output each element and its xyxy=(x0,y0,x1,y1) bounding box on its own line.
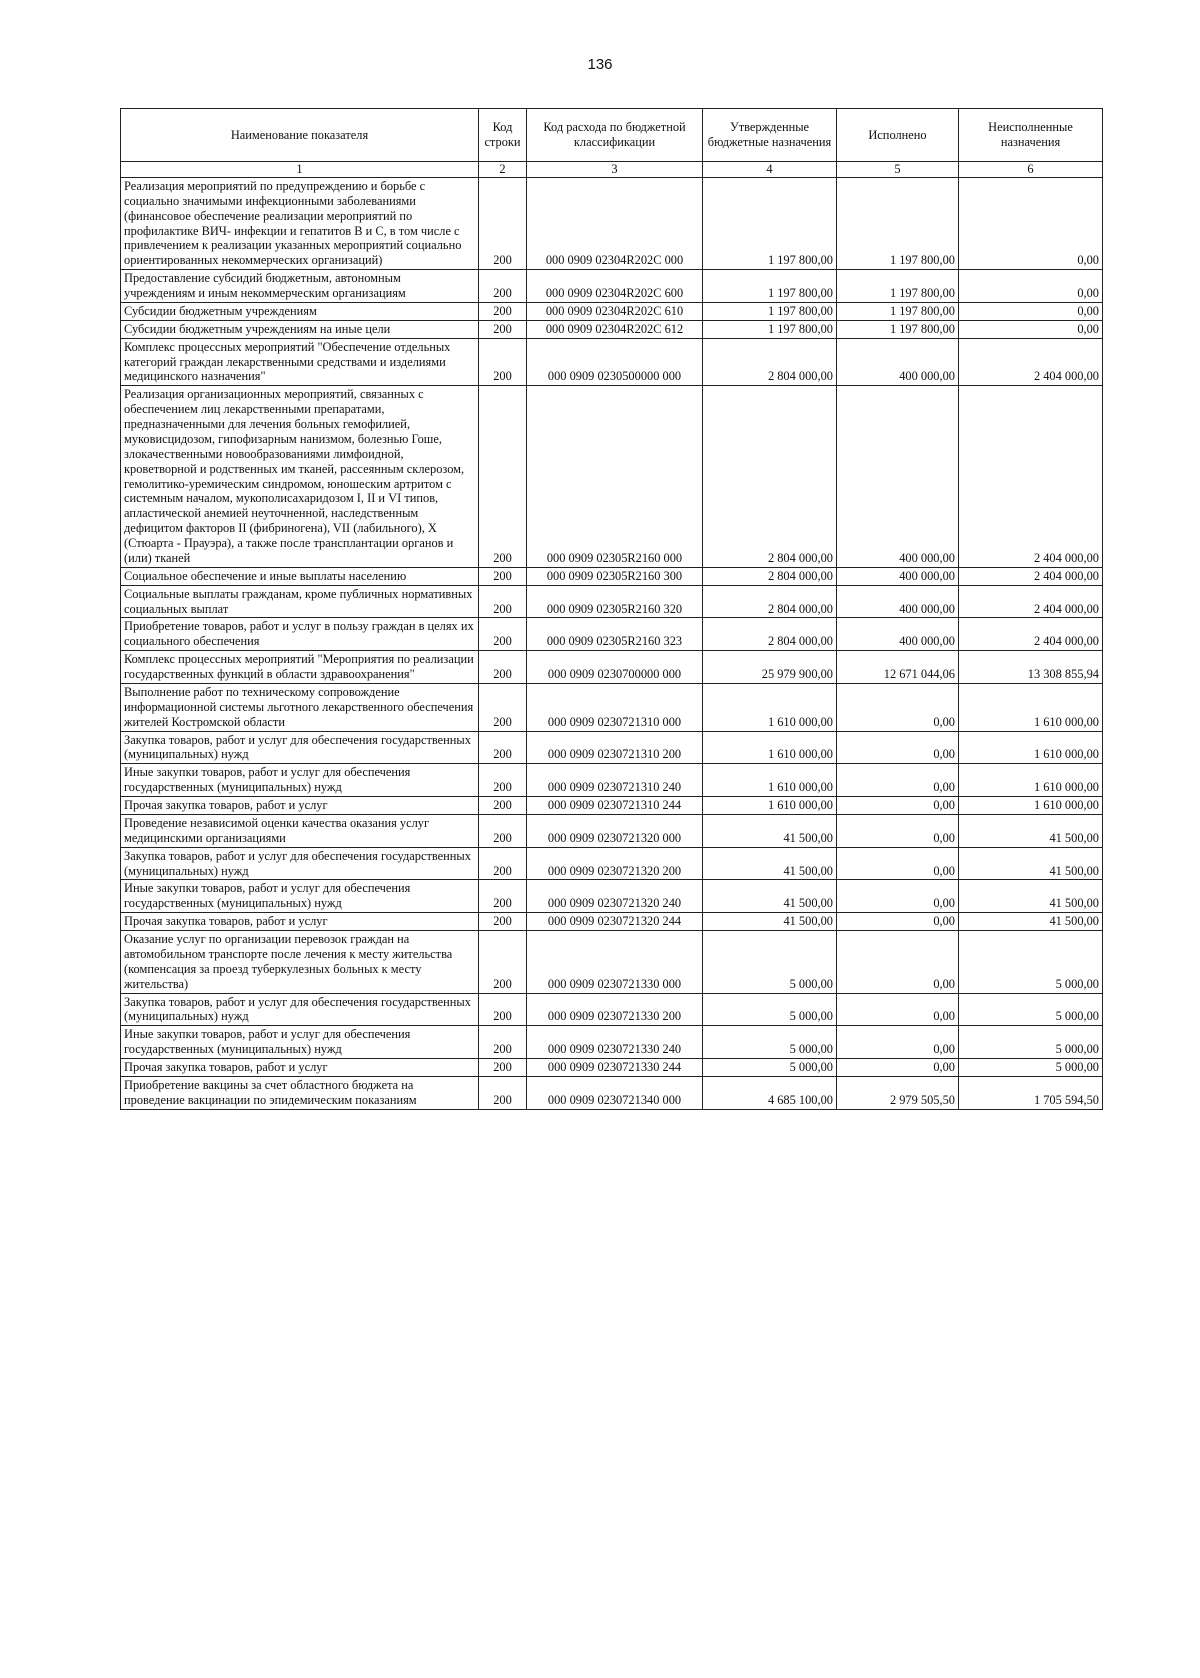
row-indicator-name: Закупка товаров, работ и услуг для обеспечения государственных (муниципальных) нужд xyxy=(121,993,479,1026)
row-executed-amount: 0,00 xyxy=(837,797,959,815)
row-line-code: 200 xyxy=(479,797,527,815)
table-row xyxy=(121,1026,1103,1059)
table-row xyxy=(121,683,1103,731)
table-row xyxy=(121,931,1103,994)
table-row xyxy=(121,270,1103,303)
header-expense-code: Код расхода по бюджетной классификации xyxy=(527,109,703,162)
table-row xyxy=(121,567,1103,585)
row-expense-code: 000 0909 0230721330 244 xyxy=(527,1059,703,1077)
row-executed-amount: 1 197 800,00 xyxy=(837,320,959,338)
table-row xyxy=(121,320,1103,338)
row-executed-amount: 0,00 xyxy=(837,931,959,994)
row-expense-code: 000 0909 0230721310 200 xyxy=(527,731,703,764)
row-indicator-name: Комплекс процессных мероприятий "Мероприятия по реализации государственных функций в области здравоохранения" xyxy=(121,651,479,684)
row-unexecuted-amount: 5 000,00 xyxy=(959,1059,1103,1077)
table-header-row xyxy=(121,109,1103,162)
row-indicator-name: Приобретение вакцины за счет областного бюджета на проведение вакцинации по эпидемическим показаниям xyxy=(121,1076,479,1109)
row-unexecuted-amount: 5 000,00 xyxy=(959,931,1103,994)
header-unexecuted: Неисполненные назначения xyxy=(959,109,1103,162)
row-expense-code: 000 0909 0230721310 000 xyxy=(527,683,703,731)
row-approved-amount: 2 804 000,00 xyxy=(703,585,837,618)
table-row xyxy=(121,338,1103,386)
row-indicator-name: Иные закупки товаров, работ и услуг для обеспечения государственных (муниципальных) нужд xyxy=(121,880,479,913)
row-executed-amount: 1 197 800,00 xyxy=(837,177,959,269)
row-line-code: 200 xyxy=(479,651,527,684)
row-approved-amount: 2 804 000,00 xyxy=(703,386,837,568)
row-approved-amount: 41 500,00 xyxy=(703,814,837,847)
column-number: 1 xyxy=(121,162,479,178)
row-unexecuted-amount: 41 500,00 xyxy=(959,913,1103,931)
table-row xyxy=(121,913,1103,931)
row-unexecuted-amount: 1 705 594,50 xyxy=(959,1076,1103,1109)
row-executed-amount: 400 000,00 xyxy=(837,338,959,386)
row-expense-code: 000 0909 0230721330 000 xyxy=(527,931,703,994)
row-unexecuted-amount: 2 404 000,00 xyxy=(959,567,1103,585)
row-executed-amount: 1 197 800,00 xyxy=(837,270,959,303)
row-approved-amount: 1 610 000,00 xyxy=(703,683,837,731)
column-number: 5 xyxy=(837,162,959,178)
row-expense-code: 000 0909 02304R202C 610 xyxy=(527,302,703,320)
row-line-code: 200 xyxy=(479,567,527,585)
row-executed-amount: 0,00 xyxy=(837,764,959,797)
table-row xyxy=(121,1059,1103,1077)
column-number: 2 xyxy=(479,162,527,178)
row-indicator-name: Прочая закупка товаров, работ и услуг xyxy=(121,1059,479,1077)
row-indicator-name: Реализация организационных мероприятий, связанных с обеспечением лиц лекарственными препаратами, предназначенными для лечения больных гемофилией, муковисцидозом, гипофизарным нанизмом, болезнью Гоше, злокачественными новообразованиями лимфоидной, кроветворной и родственных им тканей, рассеянным склерозом, гемолитико-уремическим синдромом, юношеским артритом с системным началом, мукополисахаридозом I, II и VI типов, апластической анемией неуточненной, наследственным дефицитом факторов II (фибриногена), VII (лабильного), X (Стюарта - Прауэра), а также после трансплантации органов и (или) тканей xyxy=(121,386,479,568)
row-line-code: 200 xyxy=(479,270,527,303)
row-executed-amount: 0,00 xyxy=(837,814,959,847)
row-indicator-name: Прочая закупка товаров, работ и услуг xyxy=(121,797,479,815)
row-indicator-name: Реализация мероприятий по предупреждению и борьбе с социально значимыми инфекционными заболеваниями (финансовое обеспечение реализации мероприятий по профилактике ВИЧ- инфекции и гепатитов B и C, в том числе с привлечением к реализации указанных мероприятий социально ориентированных некоммерческих организаций) xyxy=(121,177,479,269)
column-number: 3 xyxy=(527,162,703,178)
row-executed-amount: 0,00 xyxy=(837,847,959,880)
row-indicator-name: Приобретение товаров, работ и услуг в пользу граждан в целях их социального обеспечения xyxy=(121,618,479,651)
column-number: 6 xyxy=(959,162,1103,178)
row-expense-code: 000 0909 0230721320 200 xyxy=(527,847,703,880)
table-row xyxy=(121,797,1103,815)
row-approved-amount: 1 610 000,00 xyxy=(703,797,837,815)
row-expense-code: 000 0909 0230500000 000 xyxy=(527,338,703,386)
row-indicator-name: Оказание услуг по организации перевозок граждан на автомобильном транспорте после лечения к месту жительства (компенсация за проезд туберкулезных больных к месту жительства) xyxy=(121,931,479,994)
table-row xyxy=(121,993,1103,1026)
row-expense-code: 000 0909 0230721310 240 xyxy=(527,764,703,797)
row-expense-code: 000 0909 0230721310 244 xyxy=(527,797,703,815)
table-row xyxy=(121,880,1103,913)
row-approved-amount: 41 500,00 xyxy=(703,880,837,913)
row-expense-code: 000 0909 0230700000 000 xyxy=(527,651,703,684)
row-line-code: 200 xyxy=(479,1059,527,1077)
row-approved-amount: 41 500,00 xyxy=(703,913,837,931)
row-executed-amount: 400 000,00 xyxy=(837,386,959,568)
table-row xyxy=(121,386,1103,568)
row-unexecuted-amount: 0,00 xyxy=(959,177,1103,269)
header-indicator-name: Наименование показателя xyxy=(121,109,479,162)
row-executed-amount: 0,00 xyxy=(837,880,959,913)
row-executed-amount: 400 000,00 xyxy=(837,585,959,618)
row-expense-code: 000 0909 02305R2160 320 xyxy=(527,585,703,618)
row-indicator-name: Прочая закупка товаров, работ и услуг xyxy=(121,913,479,931)
row-expense-code: 000 0909 0230721320 240 xyxy=(527,880,703,913)
row-unexecuted-amount: 5 000,00 xyxy=(959,993,1103,1026)
row-executed-amount: 400 000,00 xyxy=(837,618,959,651)
header-line-code: Код строки xyxy=(479,109,527,162)
row-line-code: 200 xyxy=(479,320,527,338)
row-line-code: 200 xyxy=(479,585,527,618)
row-expense-code: 000 0909 0230721330 200 xyxy=(527,993,703,1026)
row-unexecuted-amount: 2 404 000,00 xyxy=(959,338,1103,386)
row-approved-amount: 2 804 000,00 xyxy=(703,618,837,651)
row-unexecuted-amount: 2 404 000,00 xyxy=(959,386,1103,568)
row-expense-code: 000 0909 02304R202C 000 xyxy=(527,177,703,269)
row-approved-amount: 5 000,00 xyxy=(703,1026,837,1059)
row-unexecuted-amount: 1 610 000,00 xyxy=(959,797,1103,815)
row-expense-code: 000 0909 02305R2160 300 xyxy=(527,567,703,585)
row-approved-amount: 2 804 000,00 xyxy=(703,338,837,386)
column-number: 4 xyxy=(703,162,837,178)
row-line-code: 200 xyxy=(479,814,527,847)
row-executed-amount: 0,00 xyxy=(837,913,959,931)
row-line-code: 200 xyxy=(479,880,527,913)
row-approved-amount: 1 197 800,00 xyxy=(703,302,837,320)
row-line-code: 200 xyxy=(479,338,527,386)
row-indicator-name: Иные закупки товаров, работ и услуг для обеспечения государственных (муниципальных) нужд xyxy=(121,764,479,797)
table-row xyxy=(121,651,1103,684)
row-line-code: 200 xyxy=(479,683,527,731)
row-approved-amount: 41 500,00 xyxy=(703,847,837,880)
row-line-code: 200 xyxy=(479,931,527,994)
row-executed-amount: 0,00 xyxy=(837,993,959,1026)
row-indicator-name: Социальное обеспечение и иные выплаты населению xyxy=(121,567,479,585)
row-executed-amount: 0,00 xyxy=(837,1026,959,1059)
table-row xyxy=(121,302,1103,320)
row-executed-amount: 2 979 505,50 xyxy=(837,1076,959,1109)
row-unexecuted-amount: 1 610 000,00 xyxy=(959,683,1103,731)
row-approved-amount: 1 197 800,00 xyxy=(703,270,837,303)
row-approved-amount: 1 197 800,00 xyxy=(703,320,837,338)
row-approved-amount: 1 610 000,00 xyxy=(703,764,837,797)
row-executed-amount: 400 000,00 xyxy=(837,567,959,585)
column-number-row xyxy=(121,162,1103,178)
header-approved: Утвержденные бюджетные назначения xyxy=(703,109,837,162)
row-indicator-name: Закупка товаров, работ и услуг для обеспечения государственных (муниципальных) нужд xyxy=(121,847,479,880)
row-approved-amount: 5 000,00 xyxy=(703,1059,837,1077)
table-row xyxy=(121,177,1103,269)
row-expense-code: 000 0909 02305R2160 000 xyxy=(527,386,703,568)
row-line-code: 200 xyxy=(479,386,527,568)
row-executed-amount: 0,00 xyxy=(837,1059,959,1077)
row-executed-amount: 0,00 xyxy=(837,683,959,731)
row-unexecuted-amount: 0,00 xyxy=(959,270,1103,303)
row-unexecuted-amount: 2 404 000,00 xyxy=(959,618,1103,651)
row-approved-amount: 25 979 900,00 xyxy=(703,651,837,684)
row-indicator-name: Закупка товаров, работ и услуг для обеспечения государственных (муниципальных) нужд xyxy=(121,731,479,764)
row-expense-code: 000 0909 0230721340 000 xyxy=(527,1076,703,1109)
row-unexecuted-amount: 1 610 000,00 xyxy=(959,731,1103,764)
row-unexecuted-amount: 41 500,00 xyxy=(959,814,1103,847)
row-indicator-name: Предоставление субсидий бюджетным, автономным учреждениям и иным некоммерческим организациям xyxy=(121,270,479,303)
row-line-code: 200 xyxy=(479,913,527,931)
row-expense-code: 000 0909 0230721330 240 xyxy=(527,1026,703,1059)
page-number: 136 xyxy=(587,56,613,73)
row-approved-amount: 4 685 100,00 xyxy=(703,1076,837,1109)
row-unexecuted-amount: 0,00 xyxy=(959,302,1103,320)
table-row xyxy=(121,764,1103,797)
row-indicator-name: Субсидии бюджетным учреждениям xyxy=(121,302,479,320)
row-line-code: 200 xyxy=(479,618,527,651)
row-unexecuted-amount: 0,00 xyxy=(959,320,1103,338)
row-expense-code: 000 0909 02304R202C 600 xyxy=(527,270,703,303)
table-row xyxy=(121,618,1103,651)
row-indicator-name: Комплекс процессных мероприятий "Обеспечение отдельных категорий граждан лекарственными средствами и изделиями медицинского назначения" xyxy=(121,338,479,386)
row-line-code: 200 xyxy=(479,1026,527,1059)
row-indicator-name: Социальные выплаты гражданам, кроме публичных нормативных социальных выплат xyxy=(121,585,479,618)
row-expense-code: 000 0909 0230721320 244 xyxy=(527,913,703,931)
table-row xyxy=(121,1076,1103,1109)
table-row xyxy=(121,731,1103,764)
row-approved-amount: 5 000,00 xyxy=(703,993,837,1026)
row-indicator-name: Выполнение работ по техническому сопровождение информационной системы льготного лекарственного обеспечения жителей Костромской области xyxy=(121,683,479,731)
header-executed: Исполнено xyxy=(837,109,959,162)
table-row xyxy=(121,847,1103,880)
row-approved-amount: 1 197 800,00 xyxy=(703,177,837,269)
row-executed-amount: 1 197 800,00 xyxy=(837,302,959,320)
row-line-code: 200 xyxy=(479,764,527,797)
table-body xyxy=(121,177,1103,1109)
row-approved-amount: 2 804 000,00 xyxy=(703,567,837,585)
row-executed-amount: 12 671 044,06 xyxy=(837,651,959,684)
row-expense-code: 000 0909 0230721320 000 xyxy=(527,814,703,847)
row-approved-amount: 1 610 000,00 xyxy=(703,731,837,764)
row-line-code: 200 xyxy=(479,1076,527,1109)
row-unexecuted-amount: 1 610 000,00 xyxy=(959,764,1103,797)
row-approved-amount: 5 000,00 xyxy=(703,931,837,994)
table-row xyxy=(121,814,1103,847)
row-indicator-name: Субсидии бюджетным учреждениям на иные цели xyxy=(121,320,479,338)
row-line-code: 200 xyxy=(479,847,527,880)
row-line-code: 200 xyxy=(479,731,527,764)
row-unexecuted-amount: 41 500,00 xyxy=(959,880,1103,913)
row-line-code: 200 xyxy=(479,302,527,320)
table-row xyxy=(121,585,1103,618)
row-indicator-name: Проведение независимой оценки качества оказания услуг медицинскими организациями xyxy=(121,814,479,847)
row-executed-amount: 0,00 xyxy=(837,731,959,764)
row-unexecuted-amount: 41 500,00 xyxy=(959,847,1103,880)
row-expense-code: 000 0909 02304R202C 612 xyxy=(527,320,703,338)
row-unexecuted-amount: 2 404 000,00 xyxy=(959,585,1103,618)
budget-execution-table xyxy=(120,108,1103,1110)
row-line-code: 200 xyxy=(479,177,527,269)
row-unexecuted-amount: 5 000,00 xyxy=(959,1026,1103,1059)
row-expense-code: 000 0909 02305R2160 323 xyxy=(527,618,703,651)
row-line-code: 200 xyxy=(479,993,527,1026)
row-indicator-name: Иные закупки товаров, работ и услуг для обеспечения государственных (муниципальных) нужд xyxy=(121,1026,479,1059)
row-unexecuted-amount: 13 308 855,94 xyxy=(959,651,1103,684)
